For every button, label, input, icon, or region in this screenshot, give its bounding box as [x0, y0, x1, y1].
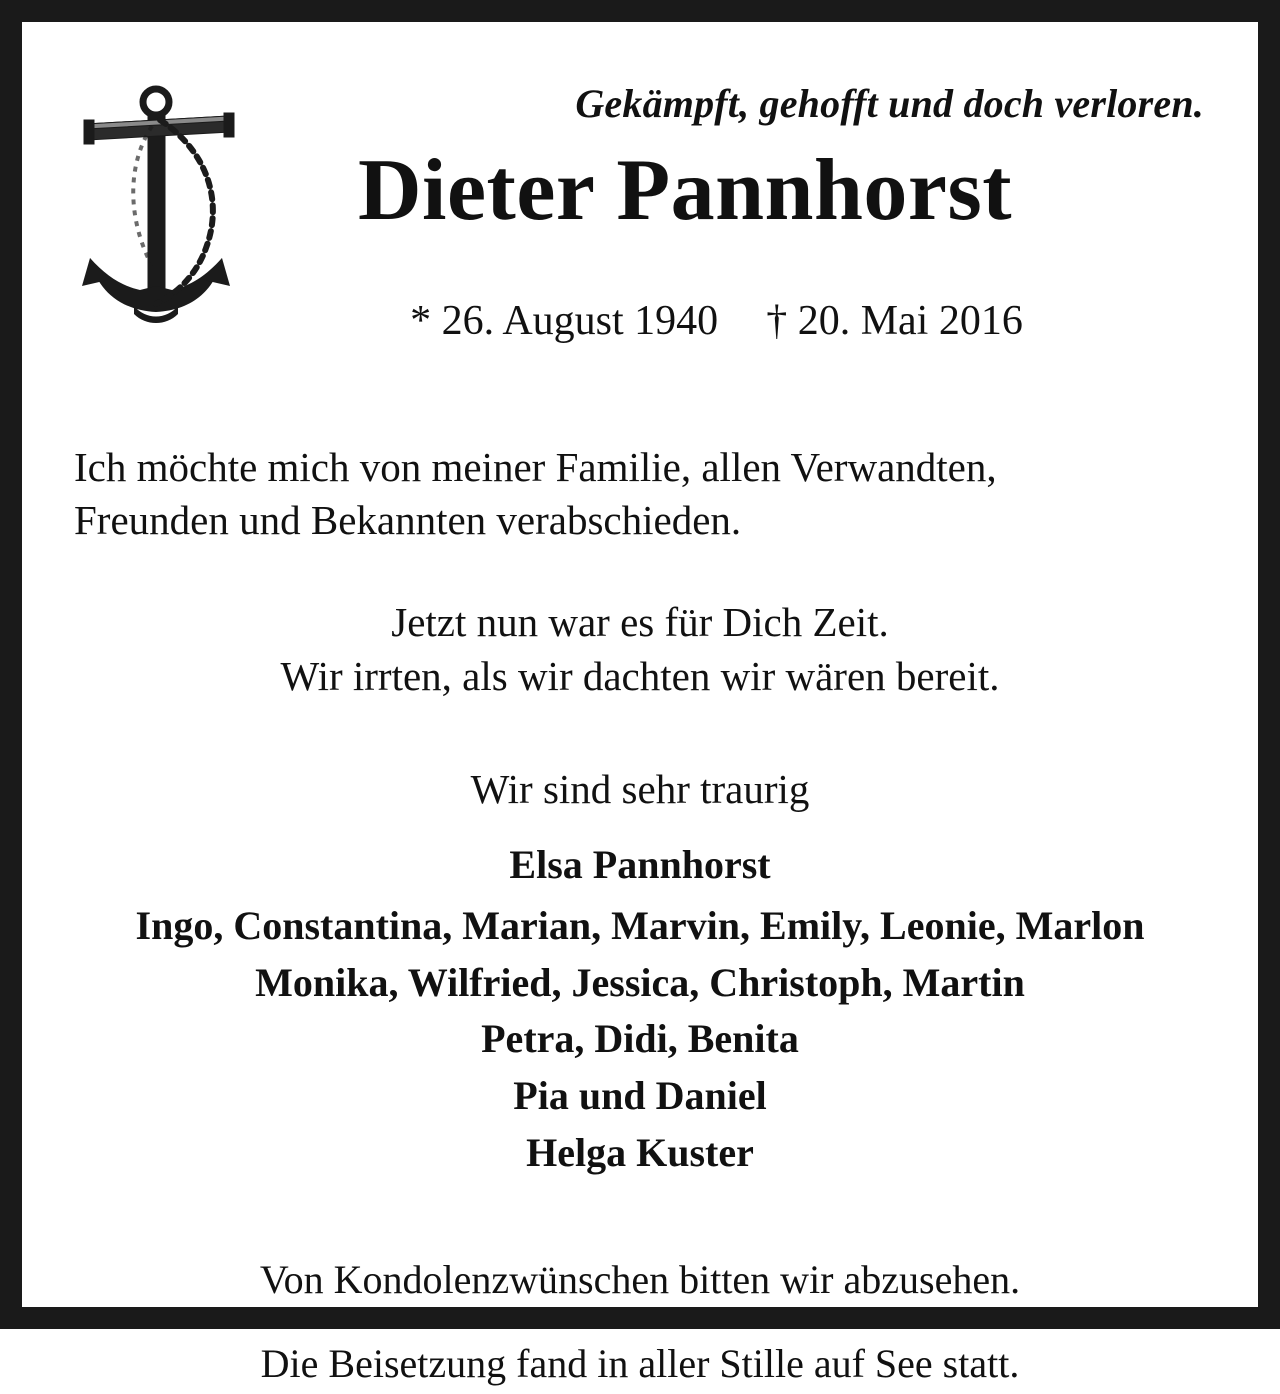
verse-block	[66, 596, 1214, 703]
mourners-list	[66, 837, 1214, 1182]
farewell-line-1: Ich möchte mich von meiner Familie, allen Verwandten,	[74, 444, 997, 491]
mourner-row: Petra, Didi, Benita	[481, 1016, 799, 1062]
farewell-paragraph	[66, 441, 1214, 546]
closing-line-2: Die Beisetzung fand in aller Stille auf See statt.	[260, 1340, 1020, 1386]
mourning-intro: Wir sind sehr traurig	[470, 765, 810, 812]
mourner-row: Pia und Daniel	[513, 1073, 767, 1119]
verse-line-2: Wir irrten, als wir dachten wir wären bereit.	[280, 652, 1000, 699]
motto-text: Gekämpft, gehofft und doch verloren.	[575, 81, 1204, 126]
mourner-row: Monika, Wilfried, Jessica, Christoph, Martin	[255, 959, 1025, 1005]
death-date: † 20. Mai 2016	[766, 298, 1023, 345]
deceased-name: Dieter Pannhorst	[357, 142, 1013, 239]
mourner-row: Ingo, Constantina, Marian, Marvin, Emily, Leonie, Marlon	[135, 902, 1145, 948]
verse-line-1: Jetzt nun war es für Dich Zeit.	[391, 599, 889, 646]
mourner-row: Helga Kuster	[526, 1129, 754, 1175]
life-dates	[156, 249, 1214, 393]
anchor-icon	[56, 80, 256, 340]
farewell-line-2: Freunden und Bekannten verabschieden.	[74, 496, 742, 543]
obituary-inner-frame	[22, 22, 1258, 1386]
birth-date: * 26. August 1940	[410, 298, 719, 345]
mourner-row: Elsa Pannhorst	[509, 841, 771, 887]
closing-line-1: Von Kondolenzwünschen bitten wir abzusehen.	[259, 1256, 1021, 1302]
closing-block	[66, 1250, 1214, 1394]
